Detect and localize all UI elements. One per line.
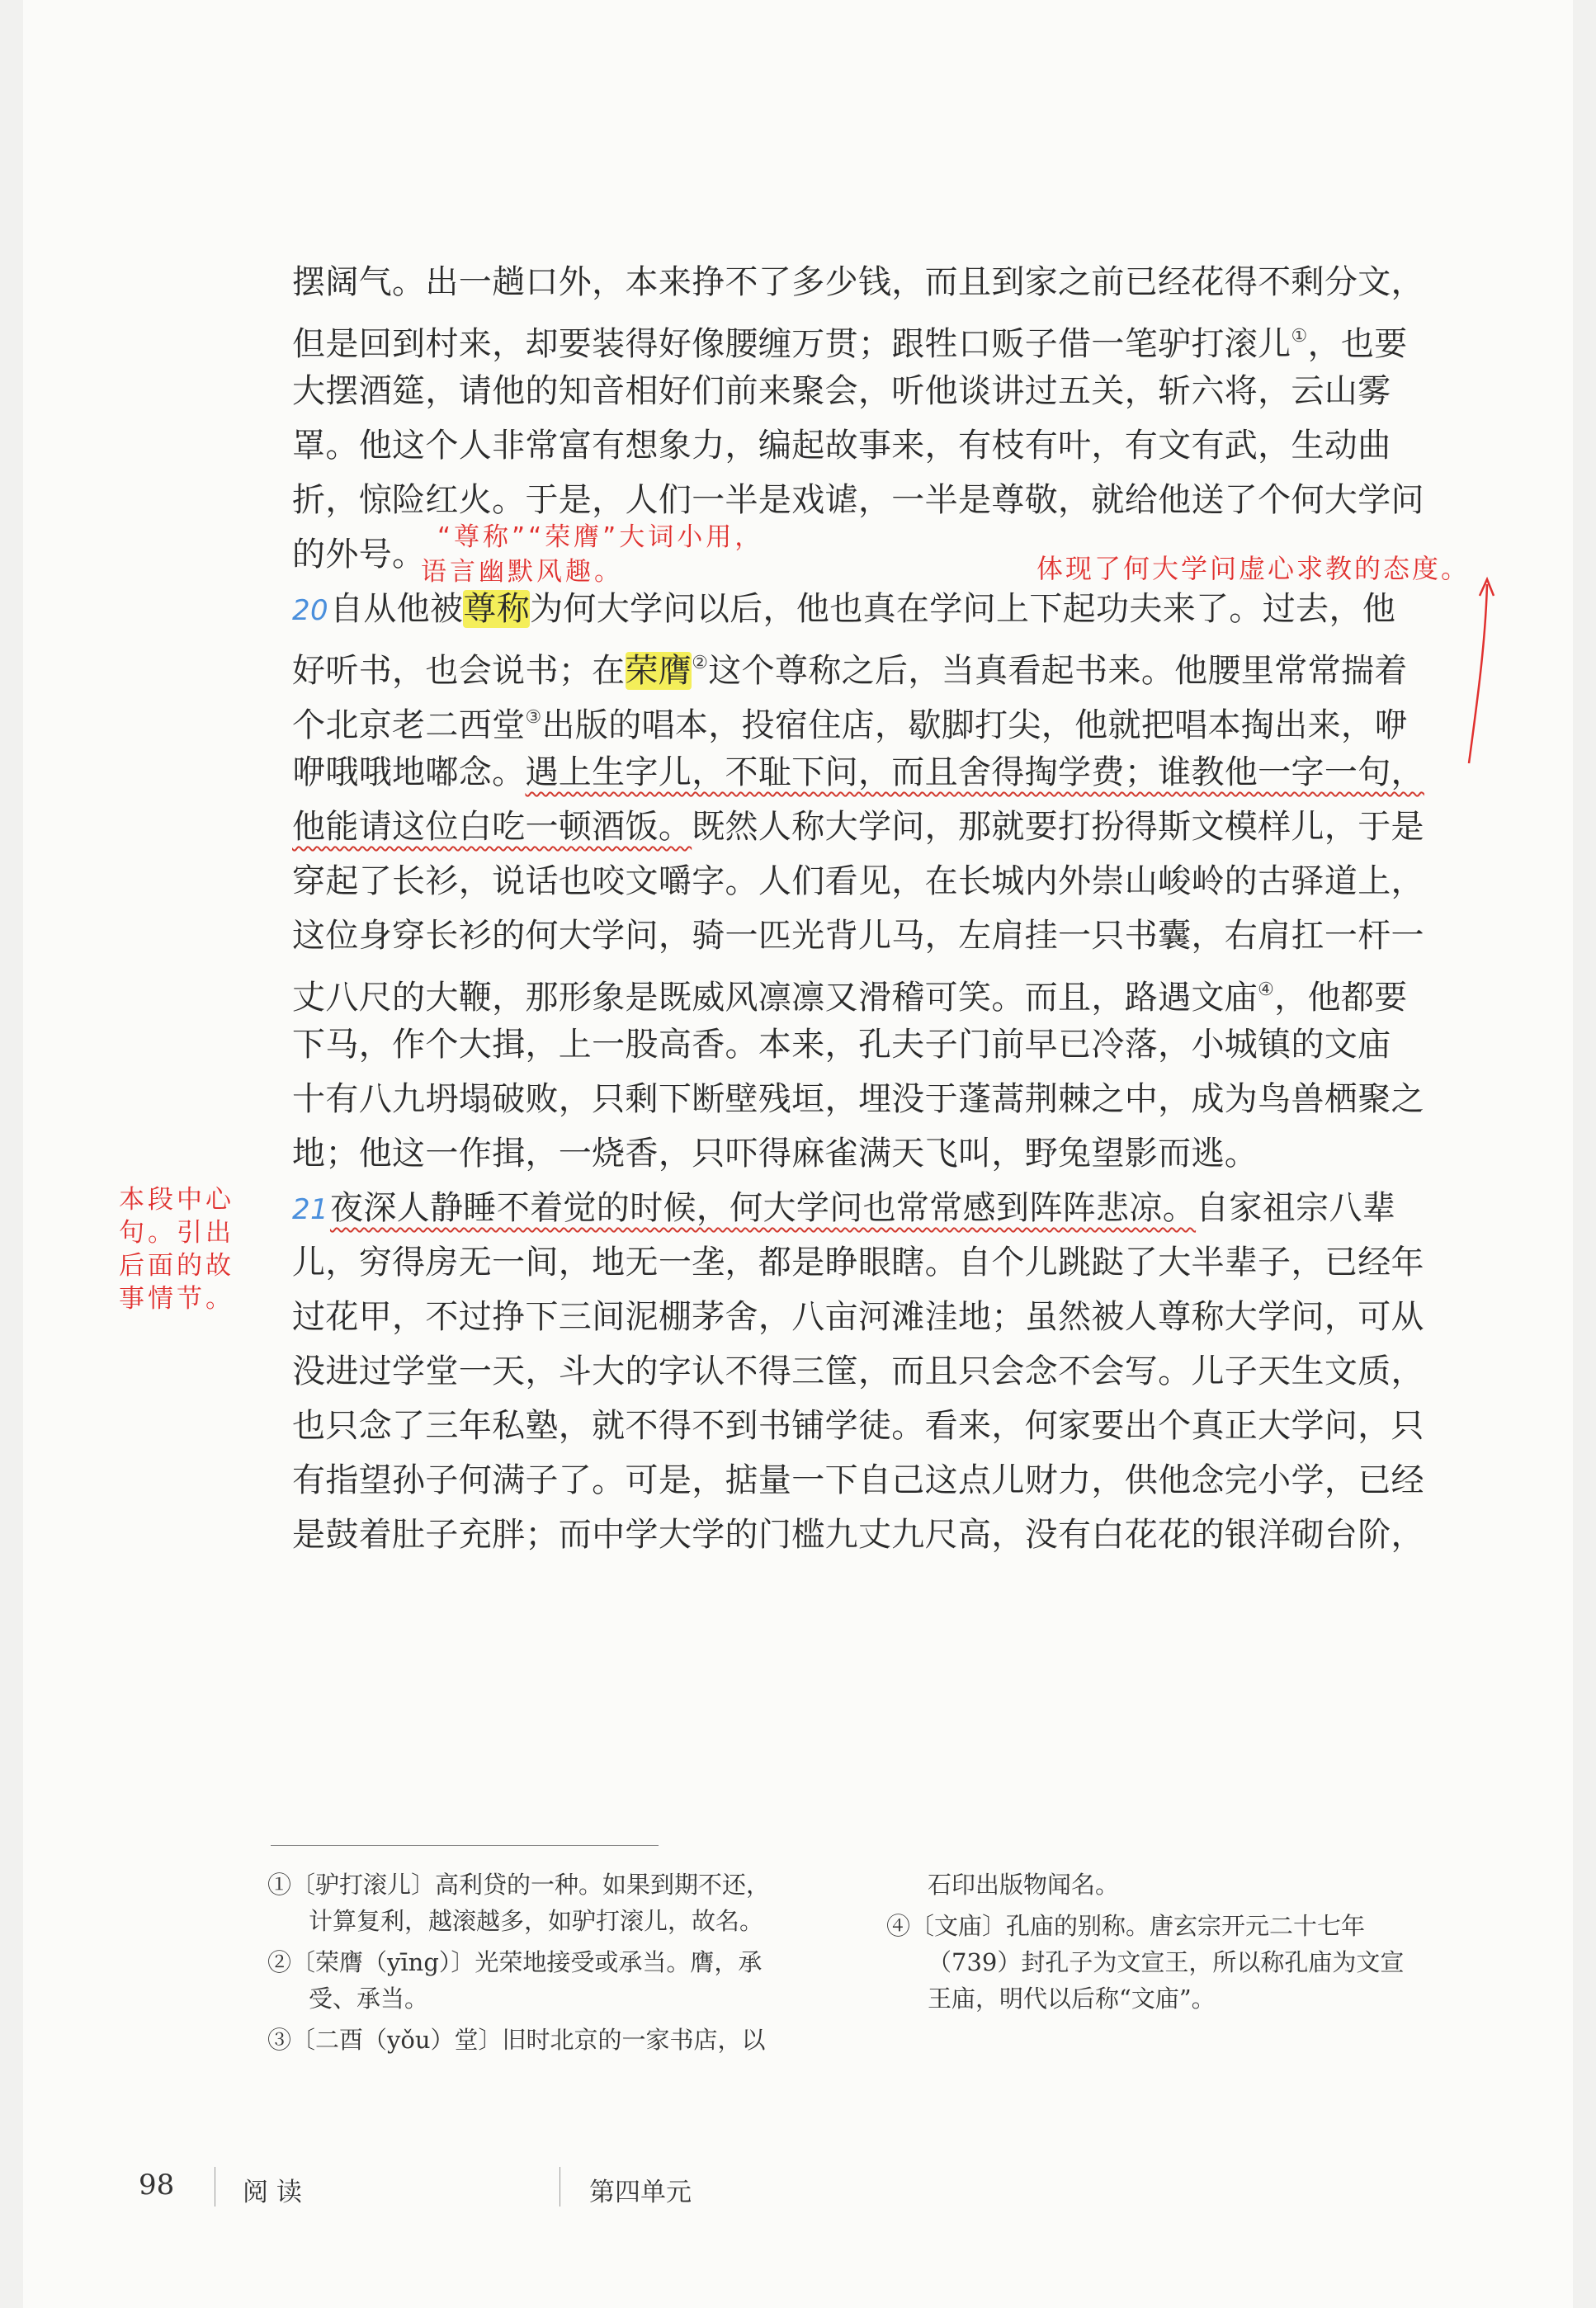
margin-note-rhetoric: “尊称”“荣膺”大词小用， <box>437 522 764 552</box>
body-line: 好听书，也会说书；在荣膺②这个尊称之后，当真看起书来。他腰里常常揣着 <box>292 652 1408 690</box>
highlight-rongying: 荣膺 <box>625 652 692 690</box>
body-line: 20自从他被尊称为何大学问以后，他也真在学问上下起功夫来了。过去，他 <box>292 590 1396 628</box>
body-line: 十有八九坍塌破败，只剩下断壁残垣，埋没于蓬蒿荆棘之中，成为鸟兽栖聚之 <box>292 1080 1424 1118</box>
margin-note-rhetoric-2: 语言幽默风趣。 <box>421 557 623 587</box>
body-line: 也只念了三年私塾，就不得不到书铺学徒。看来，何家要出个真正大学问，只 <box>292 1407 1424 1445</box>
footnote-marker-4[interactable]: ④ <box>1258 979 1275 1000</box>
footnote-marker-3[interactable]: ③ <box>525 707 542 728</box>
body-line: 没进过学堂一天，斗大的字认不得三筐，而且只会念不会写。儿子天生文质， <box>292 1352 1424 1390</box>
body-line: 的外号。 <box>292 536 426 573</box>
body-line: 丈八尺的大鞭，那形象是既威风凛凛又滑稽可笑。而且，路遇文庙④，他都要 <box>292 979 1408 1017</box>
textbook-page <box>23 0 1573 2308</box>
body-line: 折，惊险红火。于是，人们一半是戏谑，一半是尊敬，就给他送了个何大学问 <box>292 481 1424 519</box>
paragraph-number: 20 <box>292 594 328 627</box>
body-line: 儿，穷得房无一间，地无一垄，都是睁眼瞎。自个儿跳跶了大半辈子，已经年 <box>292 1244 1424 1281</box>
body-line: 过花甲，不过挣下三间泥棚茅舍，八亩河滩洼地；虽然被人尊称大学问，可从 <box>292 1298 1424 1336</box>
body-line: 但是回到村来，却要装得好像腰缠万贯；跟牲口贩子借一笔驴打滚儿①，也要 <box>292 325 1408 363</box>
body-line: 个北京老二西堂③出版的唱本，投宿住店，歇脚打尖，他就把唱本掏出来，咿 <box>292 706 1408 744</box>
body-line: 大摆酒筵，请他的知音相好们前来聚会，听他谈讲过五关，斩六将，云山雾 <box>292 372 1391 410</box>
footnote-4-cont2: 王庙，明代以后称“文庙”。 <box>928 1985 1216 2013</box>
highlight-zunchen: 尊称 <box>463 590 531 628</box>
page-number: 98 <box>139 2169 175 2202</box>
margin-note-attitude: 体现了何大学问虚心求教的态度。 <box>1036 553 1471 584</box>
paragraph-number: 21 <box>292 1193 328 1226</box>
footnote-3-cont: 石印出版物闻名。 <box>928 1871 1120 1899</box>
body-line: 是鼓着肚子充胖；而中学大学的门槛九丈九尺高，没有白花花的银洋砌台阶， <box>292 1516 1424 1554</box>
unit-label: 第四单元 <box>589 2178 692 2207</box>
footnote-2: ②〔荣膺（yīng）〕光荣地接受或承当。膺，承 <box>267 1948 763 1976</box>
footnote-marker-2[interactable]: ② <box>692 653 709 673</box>
body-line: 摆阔气。出一趟口外，本来挣不了多少钱，而且到家之前已经花得不剩分文， <box>292 263 1424 301</box>
body-line: 这位身穿长衫的何大学问，骑一匹光背儿马，左肩挂一只书囊，右肩扛一杆一 <box>292 917 1424 955</box>
footnote-2-cont: 受、承当。 <box>309 1985 429 2013</box>
footnote-3: ③〔二酉（yǒu）堂〕旧时北京的一家书店，以 <box>267 2026 766 2054</box>
underlined-sentence: 夜深人静睡不着觉的时候，何大学问也常常感到阵阵悲凉。 <box>329 1189 1197 1227</box>
margin-note-central-sentence: 本段中心 句。引出 后面的故 事情节。 <box>119 1185 234 1314</box>
footnote-divider <box>271 1845 659 1846</box>
footnote-1-cont: 计算复利，越滚越多，如驴打滚儿，故名。 <box>309 1907 764 1935</box>
body-line: 21夜深人静睡不着觉的时候，何大学问也常常感到阵阵悲凉。自家祖宗八辈 <box>292 1189 1396 1227</box>
body-line: 地；他这一作揖，一烧香，只吓得麻雀满天飞叫，野兔望影而逃。 <box>292 1135 1258 1173</box>
underlined-sentence: 他能请这位白吃一顿酒饭。 <box>292 808 692 846</box>
body-line: 罩。他这个人非常富有想象力，编起故事来，有枝有叶，有文有武，生动曲 <box>292 427 1391 465</box>
section-label: 阅 读 <box>243 2178 302 2207</box>
body-line: 穿起了长衫，说话也咬文嚼字。人们看见，在长城内外崇山峻岭的古驿道上， <box>292 862 1424 900</box>
body-line: 有指望孙子何满子了。可是，掂量一下自己这点儿财力，供他念完小学，已经 <box>292 1461 1424 1499</box>
body-line: 下马，作个大揖，上一股高香。本来，孔夫子门前早已冷落，小城镇的文庙 <box>292 1026 1391 1064</box>
body-line: 咿哦哦地嘟念。遇上生字儿，不耻下问，而且舍得掏学费；谁教他一字一句， <box>292 753 1424 791</box>
footnote-marker-1[interactable]: ① <box>1291 326 1308 347</box>
footnote-4-cont: （739）封孔子为文宣王，所以称孔庙为文宣 <box>928 1948 1405 1976</box>
footnote-4: ④〔文庙〕孔庙的别称。唐玄宗开元二十七年 <box>886 1912 1366 1940</box>
underlined-sentence: 遇上生字儿，不耻下问，而且舍得掏学费；谁教他一字一句， <box>525 753 1424 791</box>
body-line: 他能请这位白吃一顿酒饭。既然人称大学问，那就要打扮得斯文模样儿，于是 <box>292 808 1424 846</box>
footnote-1: ①〔驴打滚儿〕高利贷的一种。如果到期不还， <box>267 1871 771 1899</box>
